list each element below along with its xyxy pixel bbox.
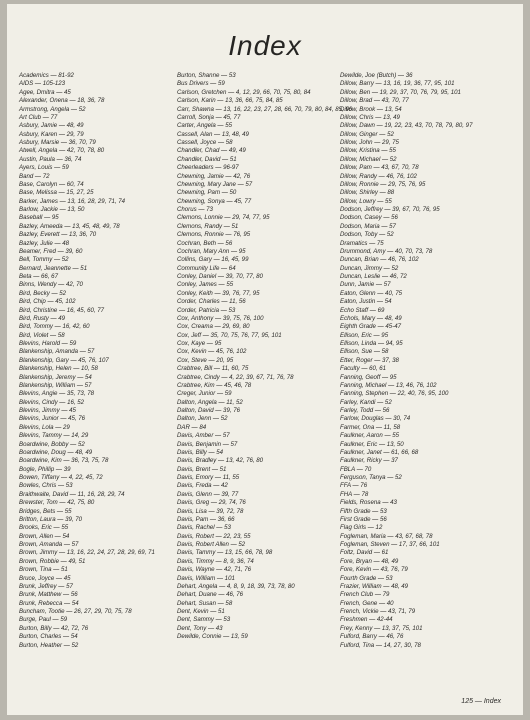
index-entry: Dillow, Ben — 19, 29, 37, 70, 76, 79, 95, 101 — [340, 88, 461, 96]
index-entry: Etter, Roger — 37, 38 — [340, 356, 399, 364]
index-entry: Clemons, Ronnie — 76, 95 — [177, 231, 251, 239]
index-entry: Davis, Glenn — 39, 77 — [177, 490, 239, 498]
index-entry: Cox, Anthony — 39, 75, 76, 100 — [177, 314, 264, 322]
index-entry: Alexander, Onena — 18, 36, 78 — [19, 97, 105, 105]
index-entry: Echo Staff — 69 — [340, 306, 385, 314]
index-entry: Dillow, Kristina — 55 — [340, 147, 396, 155]
index-entry: Davis, Benjamin — 57 — [177, 440, 238, 448]
index-entry: Braithwaite, David — 11, 16, 28, 29, 74 — [19, 490, 125, 498]
index-entry: First Grade — 56 — [340, 515, 387, 523]
index-entry: Ellison, Eric — 95 — [340, 331, 389, 339]
index-entry: Burton, Billy — 42, 72, 76 — [19, 624, 89, 632]
index-entry: Asbury, Jamie — 48, 49 — [19, 122, 84, 130]
index-entry: Bazley, Julie — 48 — [19, 239, 70, 247]
index-entry: Dillow, John — 29, 75 — [340, 139, 399, 146]
index-entry: Brooks, Eric — 55 — [19, 524, 69, 532]
index-entry: Faulkner, Janet — 61, 66, 68 — [340, 448, 419, 456]
index-entry: Fogleman, Steven — 17, 37, 66, 101 — [340, 541, 440, 548]
index-entry: Fifth Grade — 53 — [340, 507, 387, 515]
index-entry: Davis, Rachel — 53 — [177, 524, 231, 532]
index-entry: Carroll, Sonja — 45, 77 — [177, 113, 241, 121]
index-entry: Davis, Pam — 36, 66 — [177, 515, 235, 523]
index-entry: Academics — 81-92 — [19, 72, 74, 79]
index-entry: Frazier, William — 48, 49 — [340, 582, 409, 590]
index-page — [7, 4, 523, 715]
index-entry: Davis, Lisa — 39, 72, 78 — [177, 507, 244, 515]
index-entry: Davis, Brent — 51 — [177, 465, 227, 473]
index-entry: Cox, Creama — 29, 69, 80 — [177, 323, 250, 331]
index-entry: Faulkner, Aaron — 55 — [340, 432, 400, 440]
index-entry: Dehart, Duane — 46, 76 — [177, 591, 244, 599]
index-entry: Dillow, Chris — 13, 49 — [340, 113, 400, 121]
index-entry: Bird, Rusty — 49 — [19, 314, 66, 322]
index-entry: Blevins, Angie — 35, 73, 78 — [19, 390, 94, 398]
index-entry: Bird, Chip — 45, 102 — [19, 298, 76, 306]
index-entry: Burton, Charles — 54 — [19, 633, 78, 641]
index-entry: Drummond, Amy — 40, 70, 73, 78 — [340, 247, 433, 255]
index-entry: Dramatics — 75 — [340, 239, 384, 247]
index-entry: Crabtree, Bill — 11, 60, 75 — [177, 365, 249, 373]
index-entry: Britton, Laura — 39, 70 — [19, 515, 83, 523]
index-entry: Dillow, Pam — 43, 67, 70, 78 — [340, 164, 419, 172]
index-entry: Brown, Jimmy — 13, 16, 22, 24, 27, 28, 29, 69, 71 — [19, 549, 155, 557]
index-column-1 — [19, 72, 174, 650]
index-entry: Baseball — 95 — [19, 214, 59, 222]
index-entry: Bell, Tommy — 52 — [19, 256, 69, 264]
index-entry: Farley, Kandi — 52 — [340, 398, 392, 406]
index-entry: Bird, Christine — 16, 45, 60, 77 — [19, 306, 105, 314]
index-entry: Dillow, Brook — 13, 54 — [340, 105, 402, 113]
index-entry: Brown, Tina — 51 — [19, 566, 68, 574]
index-entry: Brown, Robbie — 49, 51 — [19, 557, 86, 565]
index-entry: Flag Girls — 12 — [340, 524, 383, 532]
index-entry: Bird, Becky — 52 — [19, 289, 67, 297]
index-entry: Beta — 66, 67 — [19, 273, 58, 280]
index-entry: Faulkner, Eric — 13, 50 — [340, 440, 404, 448]
index-column-2 — [177, 72, 353, 642]
index-entry: Dillow, Michael — 52 — [340, 155, 397, 163]
index-entry: Dodson, Casey — 56 — [340, 214, 398, 222]
index-entry: Brown, Allen — 54 — [19, 532, 70, 540]
index-entry: Collins, Gary — 16, 45, 99 — [177, 256, 249, 264]
index-entry: Buncham, Tootie — 26, 27, 29, 70, 75, 78 — [19, 608, 132, 615]
index-entry: Brunk, Matthew — 56 — [19, 591, 78, 599]
index-entry: Eaton, Glenn — 40, 75 — [340, 289, 402, 297]
index-entry: Bazley, Ameeda — 13, 45, 48, 49, 78 — [19, 222, 120, 230]
index-entry: Carlson, Gretchen — 4, 12, 29, 66, 70, 75, 80, 84 — [177, 88, 311, 96]
index-entry: Chewning, Jamie — 42, 76 — [177, 172, 251, 180]
index-entry: Carter, Angela — 55 — [177, 122, 232, 130]
index-entry: Conley, James — 55 — [177, 281, 234, 289]
index-entry: Dillow, Randy — 46, 76, 102 — [340, 172, 417, 180]
index-entry: Chandler, David — 51 — [177, 155, 237, 163]
index-entry: Dillow, Ginger — 52 — [340, 130, 394, 138]
index-entry: Brown, Amanda — 57 — [19, 541, 79, 548]
index-entry: FBLA — 70 — [340, 465, 372, 473]
index-entry: Bernard, Jeannette — 51 — [19, 264, 88, 272]
index-entry: Dalton, Jenn — 52 — [177, 415, 228, 423]
index-entry: AIDS — 105-123 — [19, 80, 66, 88]
index-entry: Ayers, Louis — 59 — [19, 164, 69, 172]
index-entry: Eighth Grade — 45-47 — [340, 323, 401, 331]
index-entry: Cox, Steve — 20, 95 — [177, 356, 234, 364]
index-entry: Duncan, Leslie — 46, 72 — [340, 273, 407, 280]
index-entry: Carr, Shawna — 13, 16, 22, 23, 27, 28, 66, 70, 79, 80, 84, 85, 96 — [177, 105, 353, 113]
index-entry: Dillow, Dawn — 19, 22, 23, 43, 70, 78, 79, 80, 97 — [340, 122, 473, 130]
index-entry: Boardwine, Bobby — 52 — [19, 440, 85, 448]
index-entry: Chewning, Pam — 50 — [177, 189, 237, 197]
index-entry: Barker, James — 13, 16, 28, 29, 71, 74 — [19, 197, 126, 205]
index-entry: Ellison, Linda — 94, 95 — [340, 340, 403, 347]
index-entry: Base, Carolyn — 60, 74 — [19, 180, 84, 188]
index-entry: Davis, Emory — 11, 55 — [177, 474, 240, 481]
index-entry: Cassell, Joyce — 58 — [177, 139, 233, 146]
index-entry: Band — 72 — [19, 172, 50, 180]
index-entry: Fulford, Barry — 46, 76 — [340, 633, 404, 641]
index-entry: Asbury, Karen — 29, 79 — [19, 130, 84, 138]
index-entry: French, Vickie — 43, 71, 79 — [340, 608, 416, 615]
index-entry: Cheerleaders — 96-97 — [177, 164, 239, 172]
index-entry: Davis, Amber — 57 — [177, 432, 230, 440]
index-entry: Bruce, Joyce — 45 — [19, 574, 71, 582]
index-entry: Dillow, Barry — 13, 16, 19, 36, 77, 95, 101 — [340, 80, 455, 88]
index-entry: Base, Melissa — 15, 27, 25 — [19, 189, 94, 197]
index-entry: Dewilde, Connie — 13, 59 — [177, 633, 248, 641]
index-entry: Fogleman, Maria — 43, 67, 68, 78 — [340, 532, 433, 540]
index-entry: Davis, Timmy — 8, 9, 36, 74 — [177, 557, 254, 565]
index-entry: Dodson, Maria — 57 — [340, 222, 396, 230]
index-entry: Davis, Robert — 22, 23, 55 — [177, 532, 251, 540]
index-entry: Dewilde, Joe (Butch) — 36 — [340, 72, 413, 79]
index-entry: French, Gene — 40 — [340, 599, 394, 607]
index-entry: Dillow, Ronnie — 29, 75, 76, 95 — [340, 180, 426, 188]
index-entry: Blankenship, Jeremy — 54 — [19, 373, 92, 381]
index-entry: Farlow, Douglas — 30, 74 — [340, 415, 411, 423]
index-entry: Davis, Wayne — 42, 71, 76 — [177, 566, 252, 574]
index-entry: Dehart, Susan — 58 — [177, 599, 233, 607]
index-entry: Eaton, Justin — 54 — [340, 298, 392, 306]
index-entry: Dent, Tony — 43 — [177, 624, 223, 632]
index-entry: Fields, Rosena — 43 — [340, 499, 397, 507]
index-entry: Duncan, Brian — 46, 76, 102 — [340, 256, 419, 264]
index-entry: Blevins, Tammy — 14, 29 — [19, 432, 89, 440]
index-entry: Dodson, Toby — 52 — [340, 231, 394, 239]
index-entry: Cochran, Beth — 56 — [177, 239, 233, 247]
index-entry: Dent, Sammy — 53 — [177, 616, 231, 624]
index-entry: Burton, Shanne — 53 — [177, 72, 236, 79]
index-entry: Davis, William — 101 — [177, 574, 235, 582]
index-entry: Armstrong, Angela — 52 — [19, 105, 86, 113]
index-entry: Boardwine, Kim — 36, 73, 75, 78 — [19, 457, 109, 465]
index-entry: Fanning, Michael — 13, 46, 76, 102 — [340, 381, 437, 389]
index-entry: Duncan, Jimmy — 52 — [340, 264, 399, 272]
index-entry: Crabtree, Kim — 45, 46, 78 — [177, 381, 252, 389]
index-entry: Bogle, Phillip — 39 — [19, 465, 71, 473]
index-entry: FHA — 78 — [340, 490, 369, 498]
index-entry: Farley, Todd — 56 — [340, 407, 390, 414]
index-entry: Brunk, Rebecca — 54 — [19, 599, 79, 607]
index-entry: Dodson, Jeffrey — 39, 67, 70, 76, 95 — [340, 206, 440, 213]
index-entry: Blevins, Lola — 29 — [19, 423, 70, 431]
index-entry: Davis, Robert Allen — 52 — [177, 541, 246, 548]
index-entry: Fulford, Tina — 14, 27, 30, 78 — [340, 641, 421, 649]
index-entry: Cox, Kaye — 95 — [177, 340, 222, 347]
index-entry: Burge, Paul — 59 — [19, 616, 68, 624]
index-entry: Faculty — 60, 61 — [340, 365, 387, 373]
index-entry: Bird, Tommy — 16, 42, 60 — [19, 323, 90, 331]
index-entry: Creger, Junior — 59 — [177, 390, 232, 398]
index-entry: Bowles, Chris — 53 — [19, 482, 73, 490]
index-entry: Dillow, Lowry — 55 — [340, 197, 392, 205]
index-entry: Chandler, Chad — 49, 49 — [177, 147, 246, 155]
index-entry: FFA — 76 — [340, 482, 368, 490]
index-entry: Carlson, Karin — 13, 36, 66, 75, 84, 85 — [177, 97, 283, 105]
index-entry: Dalton, David — 39, 76 — [177, 407, 241, 414]
index-entry: Foltz, David — 61 — [340, 549, 389, 557]
page-title: Index — [228, 30, 302, 61]
index-entry: Brunk, Jeffrey — 57 — [19, 582, 73, 590]
index-entry: Echols, Mary — 48, 49 — [340, 314, 402, 322]
index-entry: Dillow, Shirley — 88 — [340, 189, 395, 197]
index-entry: Ellison, Sue — 58 — [340, 348, 389, 356]
index-entry: Freshmen — 42-44 — [340, 616, 393, 624]
index-entry: Bird, Violet — 58 — [19, 331, 65, 339]
index-entry: Farmer, Ona — 11, 58 — [340, 423, 401, 431]
index-entry: Fanning, Geoff — 95 — [340, 373, 397, 381]
index-entry: Boardwine, Doug — 48, 49 — [19, 448, 93, 456]
page-footer: 125 — Index — [461, 698, 501, 705]
index-entry: Agee, Dmitra — 45 — [19, 88, 71, 96]
index-entry: Frey, Kenny — 13, 37, 75, 101 — [340, 624, 423, 632]
index-entry: Asbury, Marsie — 36, 70, 79 — [19, 139, 96, 146]
index-entry: Bazley, Everett — 13, 36, 70 — [19, 231, 97, 239]
index-entry: Blankenship, William — 57 — [19, 381, 92, 389]
index-entry: Conley, Daniel — 39, 70, 77, 80 — [177, 273, 263, 280]
index-entry: Cassell, Alan — 13, 48, 49 — [177, 130, 249, 138]
index-entry: Fore, Bryan — 48, 49 — [340, 557, 399, 565]
index-entry: Crabtree, Cindy — 4, 22, 39, 67, 71, 76, 78 — [177, 373, 294, 381]
index-entry: Cox, Jeff — 35, 70, 75, 76, 77, 95, 101 — [177, 331, 282, 339]
index-entry: Clemons, Lonnie — 29, 74, 77, 95 — [177, 214, 270, 222]
index-entry: Blevins, Junior — 45, 76 — [19, 415, 86, 423]
index-entry: Dunn, Jamie — 57 — [340, 281, 391, 289]
index-entry: Blankenship, Helen — 10, 58 — [19, 365, 98, 373]
index-entry: Dent, Kevin — 51 — [177, 608, 225, 615]
index-entry: Blankenship, Amanda — 57 — [19, 348, 95, 356]
index-entry: Bus Drivers — 59 — [177, 80, 225, 88]
index-entry: Corder, Patricia — 53 — [177, 306, 236, 314]
index-entry: Blevins, Harold — 59 — [19, 340, 77, 347]
index-entry: Davis, Greg — 29, 74, 76 — [177, 499, 246, 507]
index-entry: Blevins, Cindy — 16, 52 — [19, 398, 85, 406]
index-entry: Burton, Heather — 52 — [19, 641, 79, 649]
index-entry: Fore, Kevin — 43, 76, 79 — [340, 566, 408, 574]
index-entry: Chewning, Sonya — 45, 77 — [177, 197, 252, 205]
index-entry: Fourth Grade — 53 — [340, 574, 393, 582]
index-entry: Clemons, Randy — 51 — [177, 222, 239, 230]
index-entry: Davis, Billy — 54 — [177, 448, 224, 456]
index-entry: Austin, Paula — 36, 74 — [19, 155, 82, 163]
index-entry: Community Life — 64 — [177, 264, 236, 272]
index-entry: Dehart, Angela — 4, 8, 9, 18, 39, 73, 78, 80 — [177, 582, 295, 590]
index-entry: Conley, Keith — 39, 76, 77, 95 — [177, 289, 260, 297]
index-entry: Binns, Wendy — 42, 70 — [19, 281, 83, 289]
index-entry: Atwell, Angela — 42, 70, 78, 80 — [19, 147, 105, 155]
index-entry: Faulkner, Ricky — 37 — [340, 457, 398, 465]
index-entry: Brewster, Tom — 42, 75, 80 — [19, 499, 95, 507]
index-entry: Corder, Charles — 11, 56 — [177, 298, 246, 306]
index-entry: Dalton, Angela — 11, 52 — [177, 398, 243, 406]
index-entry: Davis, Freda — 42 — [177, 482, 228, 490]
index-column-3 — [340, 72, 495, 650]
index-entry: Blankenship, Gary — 45, 76, 107 — [19, 356, 109, 364]
index-entry: Barlow, Jackie — 13, 50 — [19, 206, 85, 213]
index-entry: Chorus — 73 — [177, 206, 213, 213]
index-entry: Cochran, Mary Ann — 95 — [177, 247, 246, 255]
index-entry: Dillow, Brad — 43, 70, 77 — [340, 97, 409, 105]
index-entry: Beamer, Fred — 39, 60 — [19, 247, 83, 255]
index-entry: Cox, Kevin — 45, 76, 102 — [177, 348, 247, 356]
index-entry: DAR — 84 — [177, 423, 207, 431]
index-entry: Chewning, Mary Jane — 57 — [177, 180, 253, 188]
index-entry: Ferguson, Tanya — 52 — [340, 474, 402, 481]
index-entry: Davis, Tammy — 13, 15, 66, 78, 98 — [177, 549, 273, 557]
index-entry: Art Club — 77 — [19, 113, 58, 121]
index-entry: Bridges, Bets — 55 — [19, 507, 72, 515]
index-entry: French Club — 79 — [340, 591, 390, 599]
index-entry: Fanning, Stephen — 22, 40, 76, 95, 100 — [340, 390, 449, 398]
index-entry: Bowen, Tiffany — 4, 22, 45, 72 — [19, 474, 103, 481]
index-entry: Blevins, Jimmy — 45 — [19, 407, 76, 414]
index-entry: Davis, Bradley — 13, 42, 76, 80 — [177, 457, 264, 465]
